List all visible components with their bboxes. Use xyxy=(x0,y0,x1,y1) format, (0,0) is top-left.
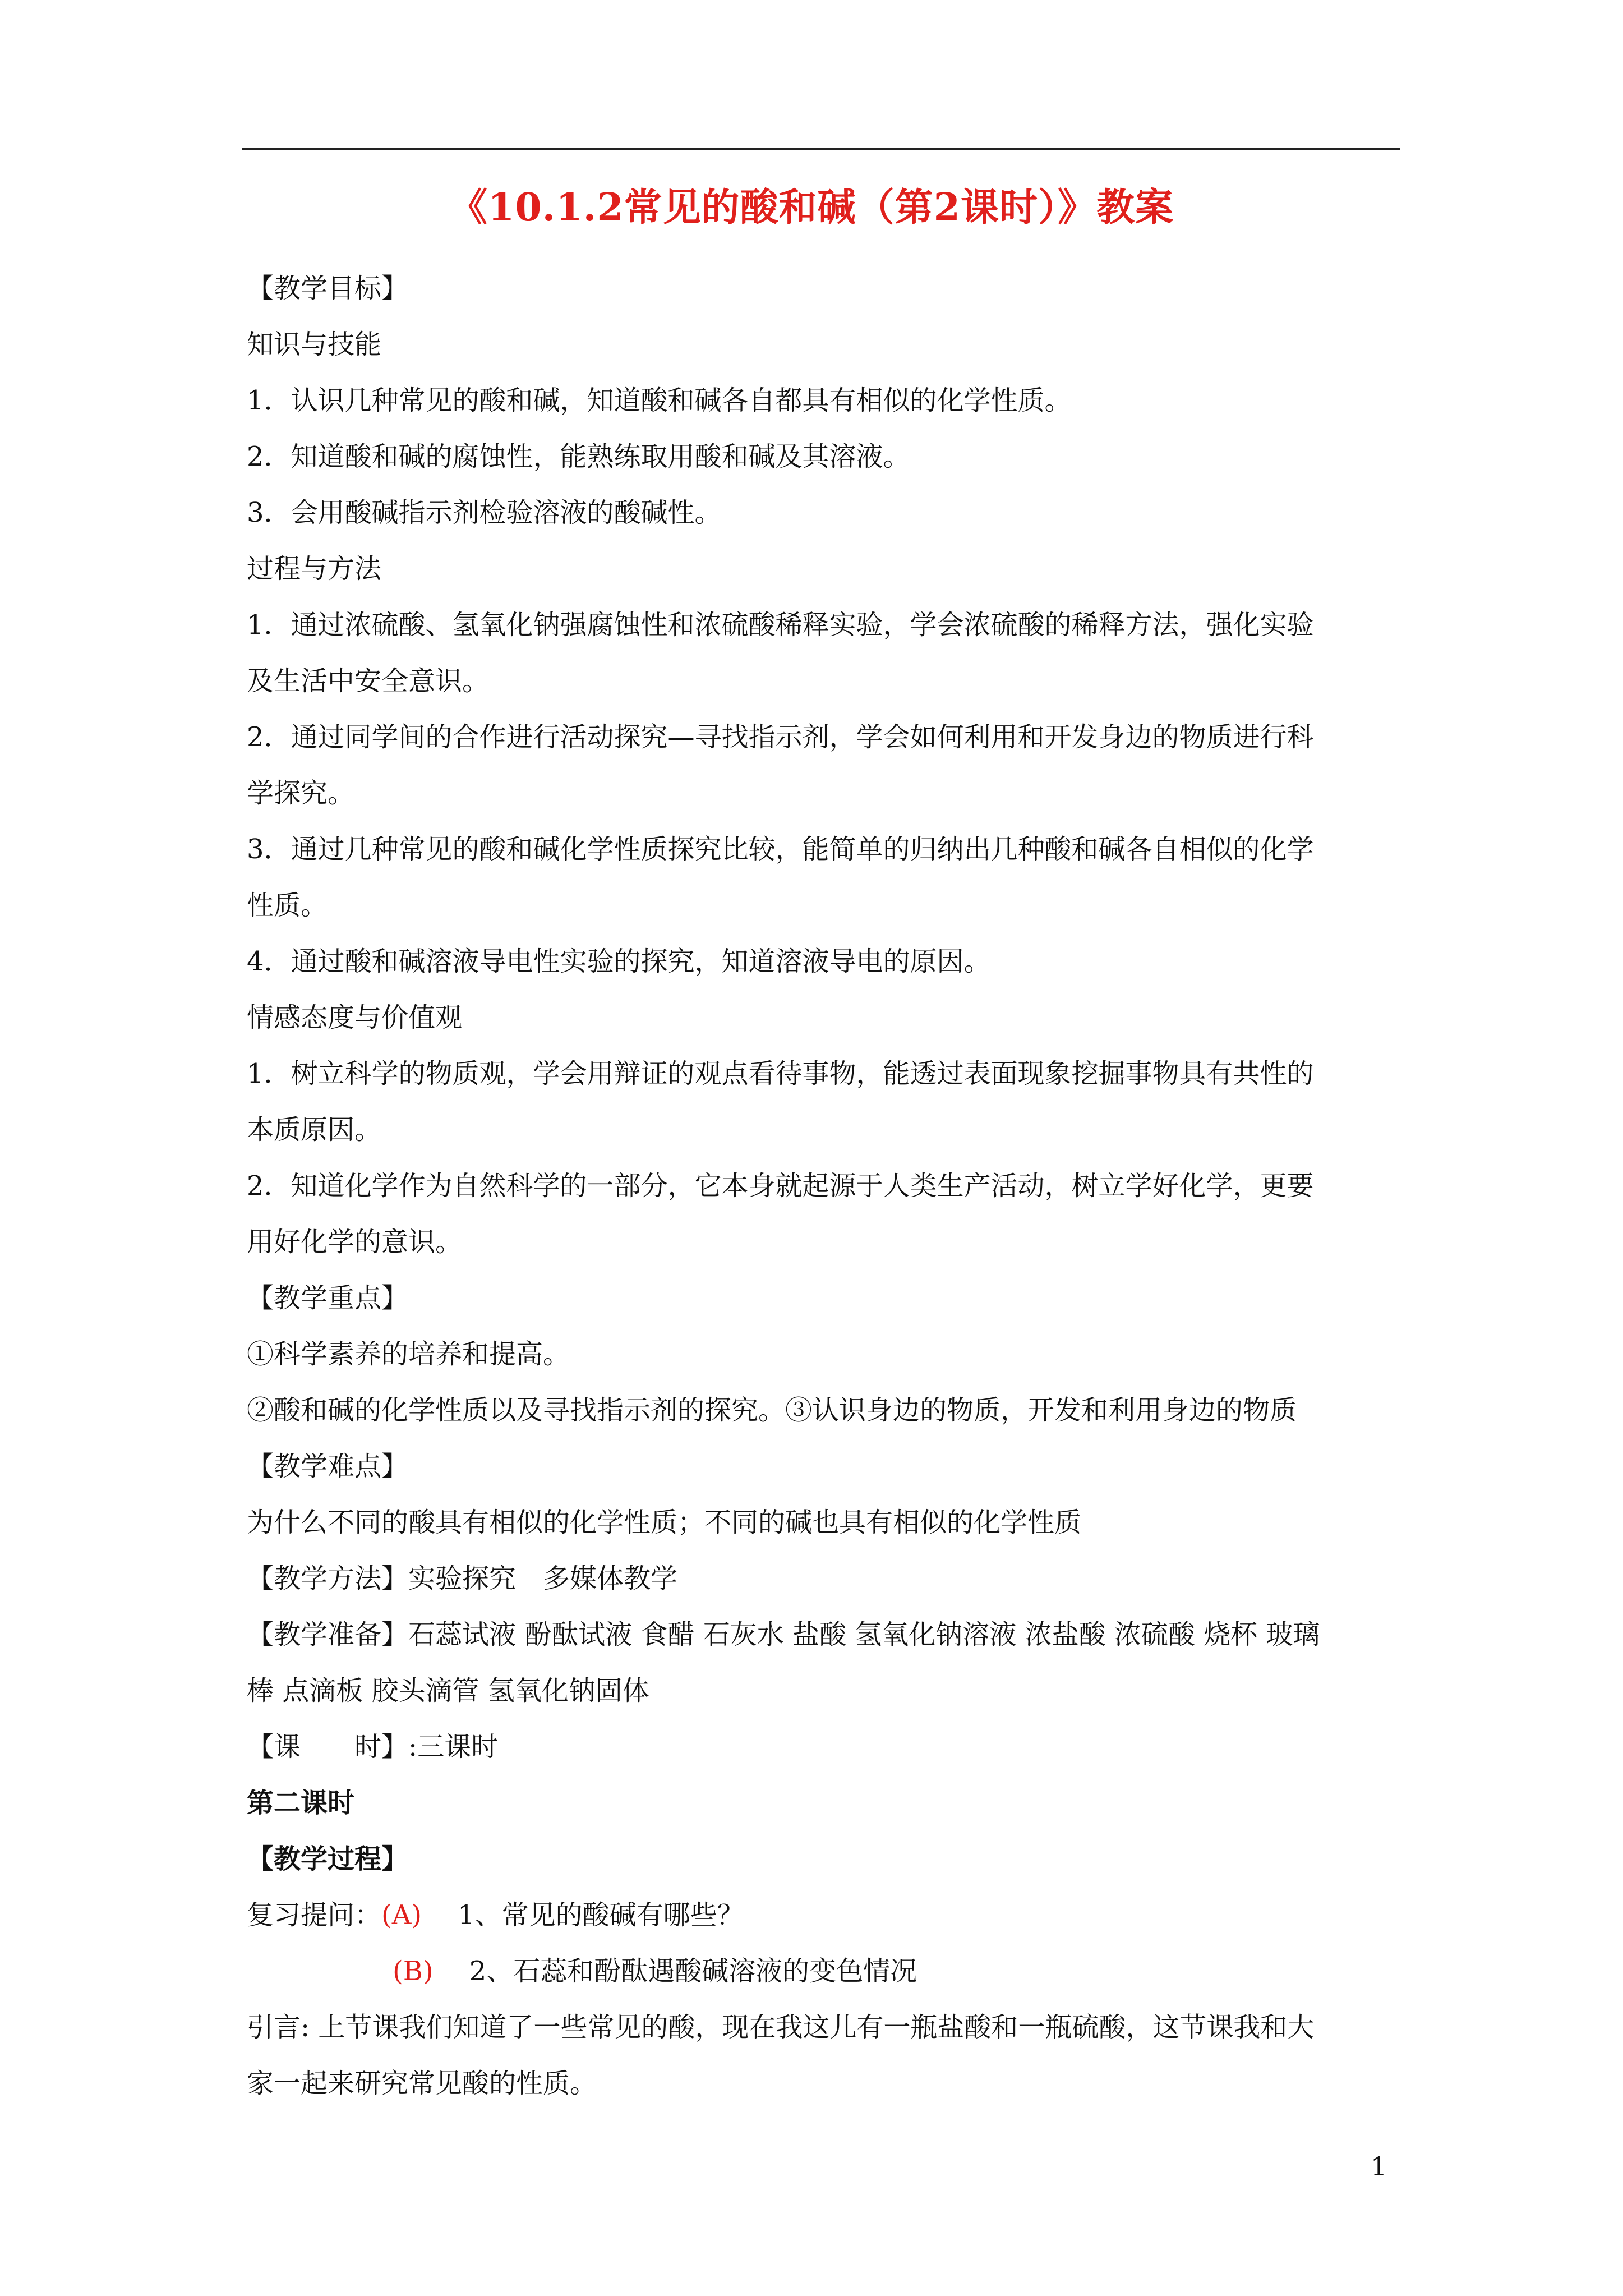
period-line xyxy=(247,1730,498,1764)
key-point-1: ①科学素养的培养和提高。 xyxy=(247,1338,570,1370)
process-item-3-cont: 性质。 xyxy=(247,890,328,921)
review-line-a xyxy=(247,1898,744,1932)
method-label: 【教学方法】 xyxy=(247,1563,409,1594)
mark-a: (A) xyxy=(381,1899,422,1931)
mark-b: (B) xyxy=(393,1955,434,1987)
intro-line: 引言: 上节课我们知道了一些常见的酸，现在我这儿有一瓶盐酸和一瓶硫酸，这节课我和大 xyxy=(247,2012,1315,2043)
prep-line xyxy=(247,1618,1320,1651)
emotion-item-2: 2．知道化学作为自然科学的一部分，它本身就起源于人类生产活动，树立学好化学，更要 xyxy=(247,1170,1314,1202)
header-rule xyxy=(242,148,1400,150)
process-item-1: 1．通过浓硫酸、氢氧化钠强腐蚀性和浓硫酸稀释实验，学会浓硫酸的稀释方法，强化实验 xyxy=(247,609,1314,641)
process-item-4: 4．通过酸和碱溶液导电性实验的探究，知道溶液导电的原因。 xyxy=(247,946,991,977)
key-points-heading: 【教学重点】 xyxy=(247,1282,409,1314)
knowledge-heading: 知识与技能 xyxy=(247,329,382,360)
process-item-1-cont: 及生活中安全意识。 xyxy=(247,665,490,697)
process-item-2: 2．通过同学间的合作进行活动探究—寻找指示剂，学会如何利用和开发身边的物质进行科 xyxy=(247,721,1314,753)
intro-line-cont: 家一起来研究常见酸的性质。 xyxy=(247,2068,597,2099)
emotion-item-1-cont: 本质原因。 xyxy=(247,1114,382,1145)
difficulty-text: 为什么不同的酸具有相似的化学性质；不同的碱也具有相似的化学性质 xyxy=(247,1507,1082,1538)
prep-value: 石蕊试液 酚酞试液 食醋 石灰水 盐酸 氢氧化钠溶液 浓盐酸 浓硫酸 烧杯 玻璃 xyxy=(408,1619,1320,1650)
process-item-3: 3．通过几种常见的酸和碱化学性质探究比较，能简单的归纳出几种酸和碱各自相似的化学 xyxy=(247,834,1314,865)
review-label: 复习提问： xyxy=(247,1899,382,1931)
knowledge-item-2: 2．知道酸和碱的腐蚀性，能熟练取用酸和碱及其溶液。 xyxy=(247,441,910,472)
key-point-2: ②酸和碱的化学性质以及寻找指示剂的探究。③认识身边的物质，开发和利用身边的物质 xyxy=(247,1395,1297,1426)
lesson-label: 第二课时 xyxy=(247,1787,355,1819)
emotion-item-1: 1．树立科学的物质观，学会用辩证的观点看待事物，能透过表面现象挖掘事物具有共性的 xyxy=(247,1058,1314,1089)
review-line-b xyxy=(393,1954,917,1988)
page-number: 1 xyxy=(1371,2151,1387,2182)
process-item-2-cont: 学探究。 xyxy=(247,777,355,809)
question-2: 2、石蕊和酚酞遇酸碱溶液的变色情况 xyxy=(469,1955,917,1987)
knowledge-item-1: 1．认识几种常见的酸和碱，知道酸和碱各自都具有相似的化学性质。 xyxy=(247,385,1072,416)
period-value: :三课时 xyxy=(408,1731,499,1763)
process-section-heading: 【教学过程】 xyxy=(247,1843,409,1875)
prep-line-cont: 棒 点滴板 胶头滴管 氢氧化钠固体 xyxy=(247,1675,649,1706)
method-line xyxy=(247,1562,677,1595)
emotion-heading: 情感态度与价值观 xyxy=(247,1002,463,1033)
question-1: 1、常见的酸碱有哪些？ xyxy=(458,1899,744,1931)
period-label: 【课 时】 xyxy=(247,1731,409,1763)
objectives-heading: 【教学目标】 xyxy=(247,273,409,304)
knowledge-item-3: 3．会用酸碱指示剂检验溶液的酸碱性。 xyxy=(247,497,722,528)
document-title: 《10.1.2常见的酸和碱（第2课时）》教案 xyxy=(449,185,1174,230)
method-value: 实验探究 多媒体教学 xyxy=(408,1563,678,1594)
emotion-item-2-cont: 用好化学的意识。 xyxy=(247,1226,463,1258)
difficulty-heading: 【教学难点】 xyxy=(247,1451,409,1482)
prep-label: 【教学准备】 xyxy=(247,1619,409,1650)
process-heading: 过程与方法 xyxy=(247,553,382,585)
